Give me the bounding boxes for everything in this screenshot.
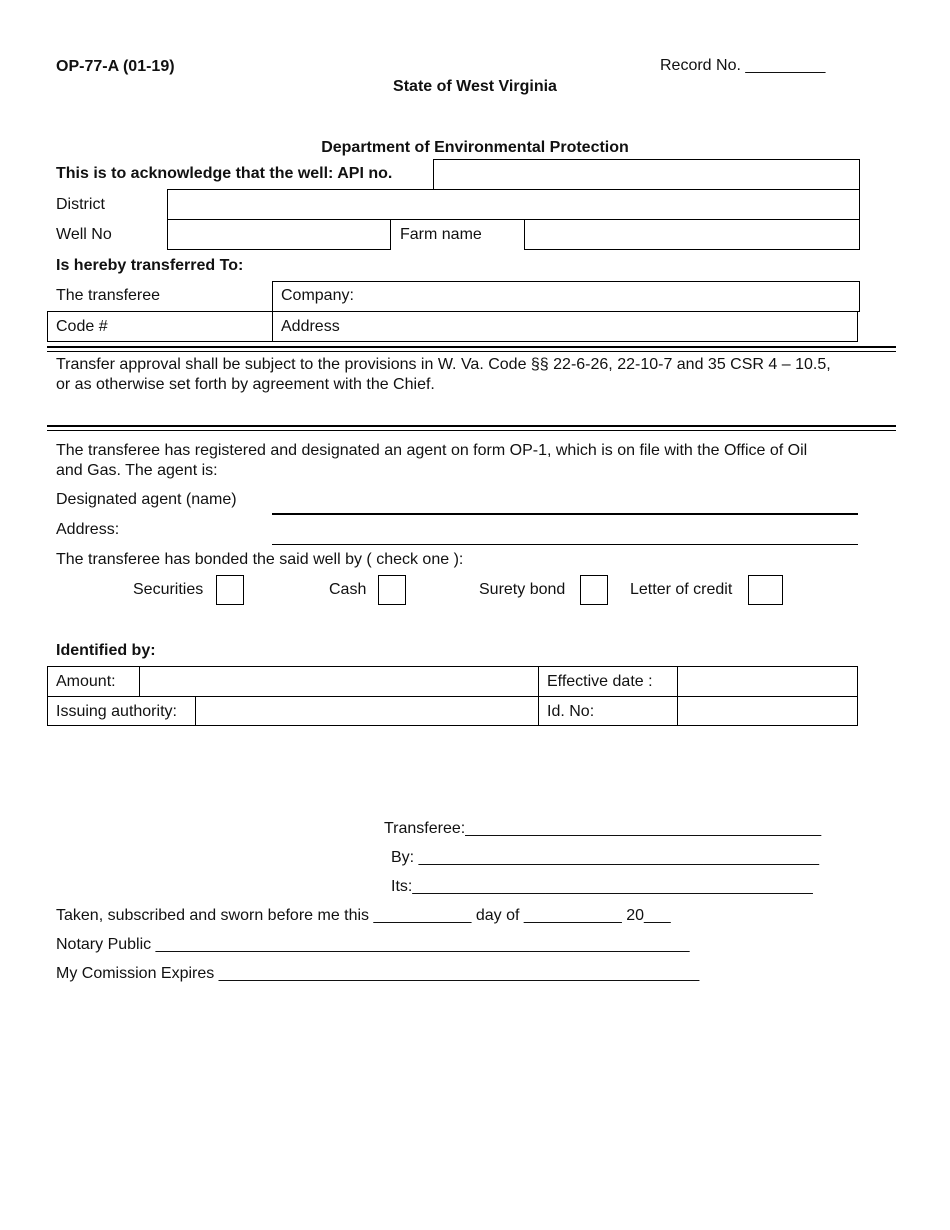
transferee-label: The transferee	[56, 287, 161, 304]
agent-intro-line1: The transferee has registered and designated an agent on form OP-1, which is on file with the Office of Oil	[56, 442, 808, 459]
transferee-signature: Transferee:________________________________________	[384, 820, 822, 837]
code-address-row	[47, 311, 858, 342]
well-no-field[interactable]	[167, 219, 391, 250]
by-signature: By: _____________________________________________	[391, 849, 819, 866]
record-number: Record No. _________	[660, 57, 826, 74]
bond-option-securities: Securities	[133, 581, 204, 598]
commission-expires: My Comission Expires ______________________________________________________	[56, 965, 700, 982]
district-label: District	[56, 196, 105, 213]
issuing-authority-label: Issuing authority:	[56, 703, 177, 720]
securities-checkbox[interactable]	[216, 575, 244, 605]
bond-option-surety: Surety bond	[479, 581, 566, 598]
agent-name-line[interactable]	[272, 513, 858, 515]
state-title: State of West Virginia	[393, 78, 557, 95]
amount-divider	[139, 666, 140, 696]
middle-divider	[538, 666, 539, 726]
code-address-divider	[272, 311, 273, 342]
bond-prompt: The transferee has bonded the said well by ( check one ):	[56, 551, 464, 568]
effective-date-label: Effective date :	[547, 673, 653, 690]
notary-public: Notary Public ____________________________________________________________	[56, 936, 690, 953]
agent-address-line[interactable]	[272, 544, 858, 545]
identified-heading: Identified by:	[56, 642, 156, 659]
transfer-heading: Is hereby transferred To:	[56, 257, 244, 274]
surety-bond-checkbox[interactable]	[580, 575, 608, 605]
its-signature: Its:_____________________________________________	[391, 878, 813, 895]
identified-row-divider	[47, 696, 858, 697]
farm-name-label: Farm name	[400, 226, 482, 243]
bond-option-cash: Cash	[329, 581, 367, 598]
agent-intro-line2: and Gas. The agent is:	[56, 462, 218, 479]
id-no-label: Id. No:	[547, 703, 595, 720]
company-field[interactable]	[272, 281, 860, 312]
issuing-divider	[195, 696, 196, 726]
approval-text-line1: Transfer approval shall be subject to the provisions in W. Va. Code §§ 22-6-26, 22-10-7 and 35 CSR 4 – 10.5,	[56, 356, 831, 373]
district-field[interactable]	[167, 189, 860, 220]
divider-mid-a	[47, 425, 896, 427]
code-label: Code #	[56, 318, 108, 335]
address-label: Address	[281, 318, 340, 335]
api-number-field[interactable]	[433, 159, 860, 190]
cash-checkbox[interactable]	[378, 575, 406, 605]
divider-top-a	[47, 346, 896, 348]
agent-name-label: Designated agent (name)	[56, 491, 237, 508]
company-label: Company:	[281, 287, 354, 304]
agent-address-label: Address:	[56, 521, 120, 538]
divider-mid-b	[47, 430, 896, 431]
sworn-statement: Taken, subscribed and sworn before me this ___________ day of ___________ 20___	[56, 907, 671, 924]
right-divider	[677, 666, 678, 726]
approval-text-line2: or as otherwise set forth by agreement with the Chief.	[56, 376, 435, 393]
letter-of-credit-checkbox[interactable]	[748, 575, 783, 605]
well-no-label: Well No	[56, 226, 112, 243]
amount-label: Amount:	[56, 673, 116, 690]
bond-option-letter: Letter of credit	[630, 581, 733, 598]
department-title: Department of Environmental Protection	[321, 139, 629, 156]
divider-top-b	[47, 351, 896, 352]
form-code: OP-77-A (01-19)	[56, 58, 175, 75]
farm-name-field[interactable]	[524, 219, 860, 250]
acknowledge-label: This is to acknowledge that the well: API no.	[56, 165, 393, 182]
